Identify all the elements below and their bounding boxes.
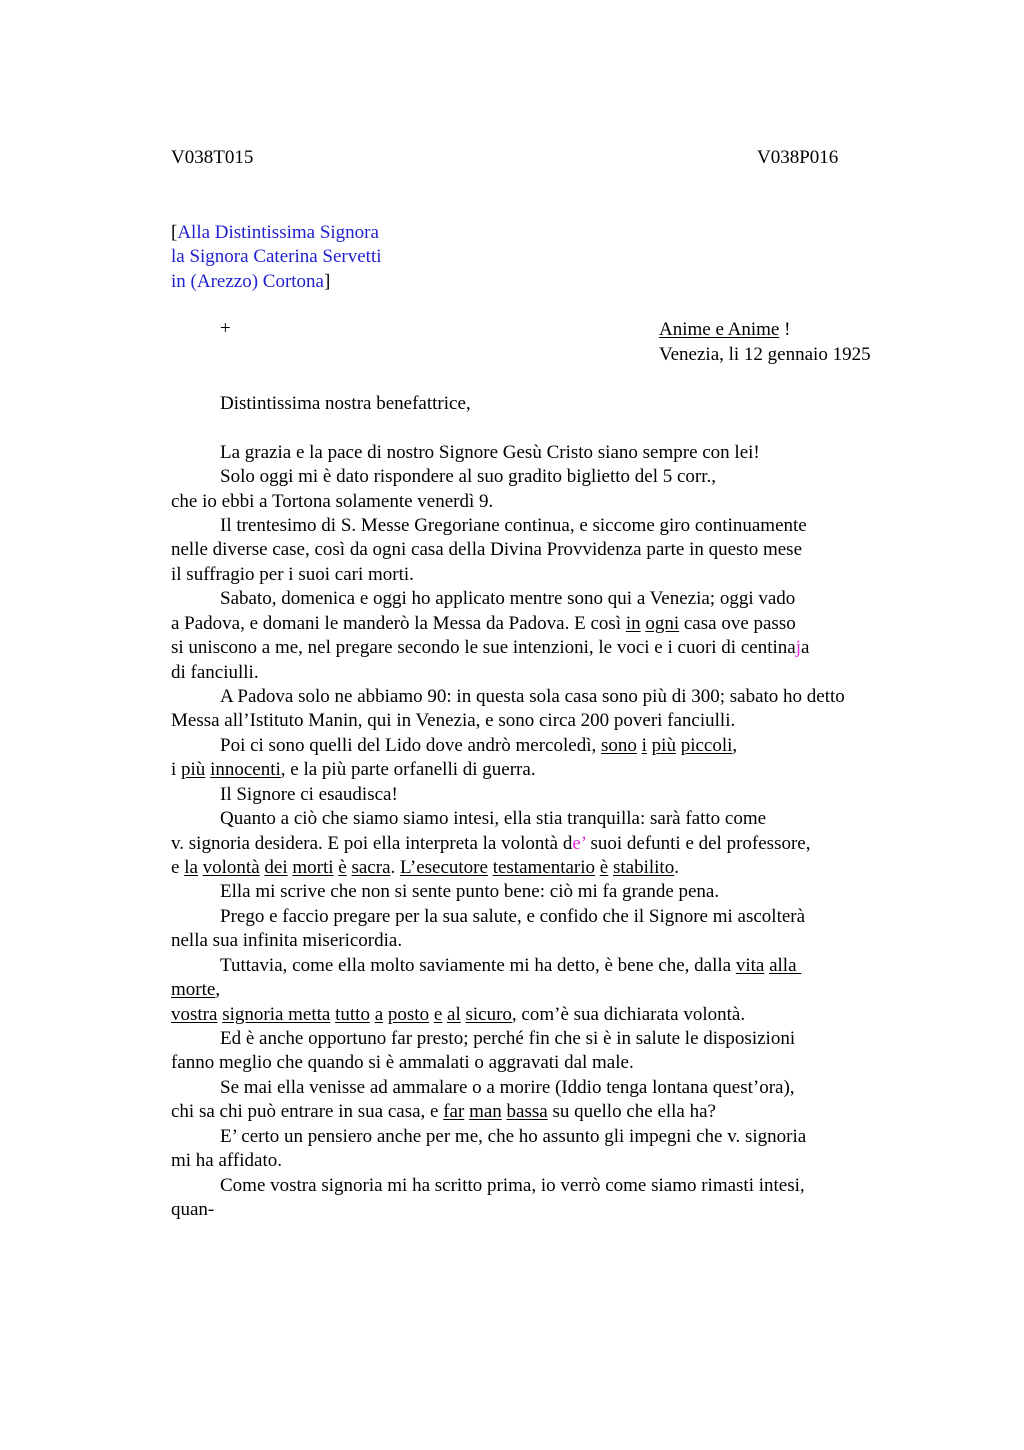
text-run: si uniscono a me, nel pregare secondo le sue intenzioni, le voci e i cuori di centina (171, 637, 796, 658)
body-line: il suffragio per i suoi cari morti. (171, 564, 414, 585)
underlined-word: alla (769, 955, 802, 976)
text-run: i (171, 759, 182, 780)
underlined-word: in (625, 613, 641, 634)
body-line (171, 612, 796, 636)
underlined-word: più (651, 735, 676, 756)
underlined-word: signoria metta (222, 1004, 331, 1025)
body-line: Solo oggi mi è dato rispondere al suo gradito biglietto del 5 corr., (220, 466, 717, 487)
body-line: Messa all’Istituto Manin, qui in Venezia, e sono circa 200 poveri fanciulli. (171, 710, 736, 731)
cross-symbol: + (220, 318, 231, 339)
text-run: , (732, 735, 738, 756)
address-line-2: la Signora Caterina Servetti (171, 246, 382, 267)
underlined-word: al (447, 1004, 461, 1025)
underlined-word: L’esecutore (400, 857, 488, 878)
body-line (171, 978, 220, 1002)
underlined-word: dei (264, 857, 288, 878)
underlined-word: sicuro (465, 1004, 512, 1025)
text-run: suoi defunti e del professore, (585, 833, 811, 854)
body-line: fanno meglio che quando si è ammalati o aggravati dal male. (171, 1052, 634, 1073)
address-open-bracket: [ (171, 222, 178, 243)
text-run: , e la più parte orfanelli di guerra. (280, 759, 536, 780)
underlined-word: è (599, 857, 609, 878)
text-run: . (674, 857, 679, 878)
underlined-word: a (374, 1004, 384, 1025)
body-line: quan- (171, 1199, 215, 1220)
body-line: Come vostra signoria mi ha scritto prima, io verrò come siamo rimasti intesi, (220, 1175, 805, 1196)
body-line: mi ha affidato. (171, 1150, 282, 1171)
text-run: e (171, 857, 185, 878)
body-line (171, 636, 809, 660)
body-line: Ed è anche opportuno far presto; perché fin che si è in salute le disposizioni (220, 1028, 796, 1049)
underlined-word: morti (292, 857, 334, 878)
body-line: che io ebbi a Tortona solamente venerdì 9. (171, 491, 494, 512)
text-run: chi sa chi può entrare in sua casa, e (171, 1101, 444, 1122)
body-line (171, 1100, 716, 1124)
body-line: di fanciulli. (171, 662, 259, 683)
address-close-bracket: ] (324, 271, 331, 292)
underlined-word: volontà (202, 857, 260, 878)
body-line (220, 734, 737, 758)
dateline: Venezia, li 12 gennaio 1925 (659, 344, 871, 365)
address-recipient-title: Alla Distintissima Signora (177, 222, 379, 243)
document-code-left: V038T015 (171, 147, 254, 168)
underlined-word: e (433, 1004, 443, 1025)
text-run: a Padova, e domani le manderò la Messa da Padova. E così (171, 613, 626, 634)
underlined-word: man (469, 1101, 502, 1122)
underlined-word: i (641, 735, 647, 756)
underlined-word: vita (735, 955, 765, 976)
underlined-word: sono (600, 735, 637, 756)
body-line: Il trentesimo di S. Messe Gregoriane continua, e siccome giro continuamente (220, 515, 807, 536)
underlined-word: far (443, 1101, 465, 1122)
text-run: Tuttavia, come ella molto saviamente mi ha detto, è bene che, dalla (220, 955, 736, 976)
underlined-word: la (184, 857, 198, 878)
underlined-word: posto (387, 1004, 430, 1025)
motto-suffix: ! (779, 319, 791, 340)
body-line (171, 832, 810, 856)
document-code-right: V038P016 (757, 147, 839, 168)
underlined-word: stabilito (612, 857, 675, 878)
address-line-3 (171, 270, 330, 294)
body-line: A Padova solo ne abbiamo 90: in questa sola casa sono più di 300; sabato ho detto (220, 686, 845, 707)
text-run: , (215, 979, 221, 1000)
body-line (171, 1003, 745, 1027)
text-run: . (390, 857, 401, 878)
body-line: nelle diverse case, così da ogni casa della Divina Provvidenza parte in questo mese (171, 539, 802, 560)
body-line: Il Signore ci esaudisca! (220, 784, 398, 805)
text-run: , com’è sua dichiarata volontà. (511, 1004, 746, 1025)
body-line (220, 954, 801, 978)
underlined-word: vostra (171, 1004, 218, 1025)
body-line: nella sua infinita misericordia. (171, 930, 403, 951)
underlined-word: bassa (506, 1101, 548, 1122)
underlined-word: ogni (645, 613, 680, 634)
underlined-word: è (338, 857, 347, 878)
motto-text: Anime e Anime (659, 319, 780, 340)
body-line: Quanto a ciò che siamo siamo intesi, ella stia tranquilla: sarà fatto come (220, 808, 767, 829)
underlined-word: più (181, 759, 206, 780)
text-run: su quello che ella ha? (547, 1101, 716, 1122)
body-line: Ella mi scrive che non si sente punto bene: ciò mi fa grande pena. (220, 881, 720, 902)
body-line: Sabato, domenica e oggi ho applicato mentre sono qui a Venezia; oggi vado (220, 588, 796, 609)
body-line: Prego e faccio pregare per la sua salute, e confido che il Signore mi ascolterà (220, 906, 806, 927)
body-line: E’ certo un pensiero anche per me, che ho assunto gli impegni che v. signoria (220, 1126, 807, 1147)
address-line-1 (171, 221, 379, 245)
underlined-word: tutto (335, 1004, 370, 1025)
underlined-word: morte (171, 979, 216, 1000)
underlined-word: testamentario (492, 857, 596, 878)
salutation: Distintissima nostra benefattrice, (220, 393, 471, 414)
underlined-word: innocenti (210, 759, 281, 780)
underlined-word: sacra (351, 857, 391, 878)
highlighted-letter: j (795, 637, 801, 658)
body-line (171, 856, 679, 880)
text-run: Poi ci sono quelli del Lido dove andrò mercoledì, (220, 735, 601, 756)
text-run: casa ove passo (679, 613, 796, 634)
text-run: a (800, 637, 810, 658)
body-line: La grazia e la pace di nostro Signore Gesù Cristo siano sempre con lei! (220, 442, 760, 463)
underlined-word: piccoli (680, 735, 733, 756)
text-run: v. signoria desidera. E poi ella interpreta la volontà d (171, 833, 573, 854)
body-line (171, 758, 536, 782)
motto (659, 318, 790, 342)
address-location: in (Arezzo) Cortona (171, 271, 324, 292)
highlighted-letter: e’ (572, 833, 586, 854)
body-line: Se mai ella venisse ad ammalare o a morire (Iddio tenga lontana quest’ora), (220, 1077, 795, 1098)
